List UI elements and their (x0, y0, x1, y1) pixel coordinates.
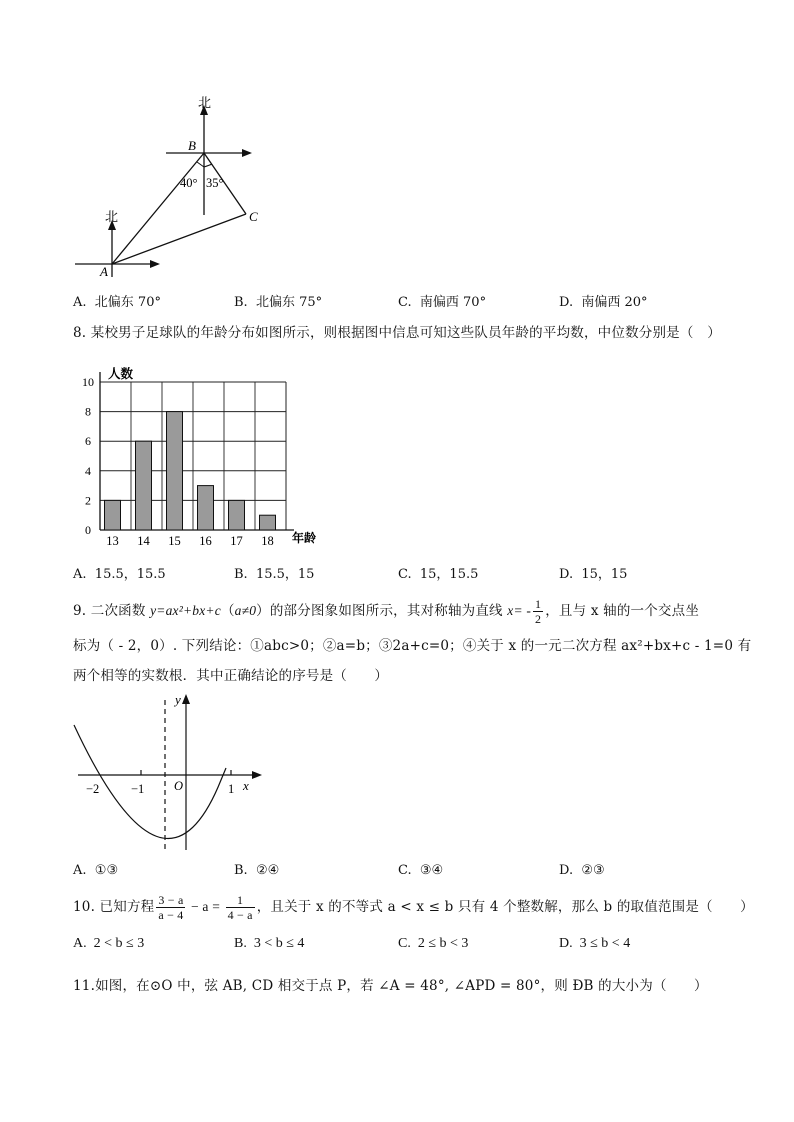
q10-option-c[interactable] (398, 936, 468, 952)
option-letter: A. (73, 863, 87, 878)
tick-label-1: 1 (228, 782, 235, 796)
option-letter: C. (398, 295, 412, 310)
bar (136, 441, 152, 530)
option-text: 南偏西 70° (419, 295, 487, 310)
x-tick-label: 15 (168, 534, 181, 548)
option-letter: A. (73, 936, 87, 951)
q9-text: ，且与 x 轴的一个交点坐 (545, 603, 700, 619)
y-tick-label: 10 (82, 375, 94, 389)
option-letter: B. (234, 936, 247, 951)
option-letter: D. (559, 567, 574, 582)
angle-40-label: 40° (180, 176, 198, 190)
q7-option-c[interactable] (398, 291, 486, 310)
option-text: 2 ≤ b < 3 (417, 936, 469, 951)
angle-arc-right (204, 164, 212, 167)
q10-text: − a = (187, 899, 224, 914)
x-tick-label: 18 (261, 534, 274, 548)
bar (198, 486, 214, 530)
option-text: 3 ≤ b < 4 (579, 936, 631, 951)
x-tick-label: 14 (137, 534, 150, 548)
option-letter: B. (234, 295, 248, 310)
q7-option-b[interactable] (234, 291, 322, 310)
x-tick-label: 17 (230, 534, 243, 548)
a-east-arrowhead (150, 260, 160, 268)
y-tick-label: 0 (85, 523, 91, 537)
q8-option-b[interactable] (234, 563, 314, 582)
q9-half-fraction (533, 597, 543, 626)
q10-fraction-2 (226, 893, 255, 922)
q8-option-a[interactable] (73, 563, 166, 582)
option-text: 北偏东 75° (255, 295, 323, 310)
point-c-label: C (249, 209, 258, 224)
fraction-denominator: a − 4 (158, 908, 184, 922)
q9-option-c[interactable] (398, 863, 443, 878)
q11-stem: 11.如图，在⊙O 中，弦 AB, CD 相交于点 P，若 ∠A = 48°, ∠APD = 80°，则 ÐB 的大小为（ ） (73, 978, 708, 994)
q9-stem-line3: 两个相等的实数根．其中正确结论的序号是（ ） (73, 668, 389, 684)
bar (260, 515, 276, 530)
option-letter: C. (398, 863, 412, 878)
option-text: 南偏西 20° (581, 295, 648, 310)
option-letter: C. (398, 936, 411, 951)
option-letter: B. (234, 863, 248, 878)
q10-stem (73, 893, 754, 922)
q8-age-bar-chart (78, 362, 340, 550)
option-letter: D. (559, 295, 574, 310)
option-letter: A. (73, 295, 87, 310)
q10-fraction-1 (156, 893, 185, 922)
q9-option-a[interactable] (73, 863, 118, 878)
q9-stem-line2: 标为（ - 2，0）. 下列结论：①abc>0；②a=b；③2a+c=0；④关于 x 的一元二次方程 ax²+bx+c - 1=0 有 (73, 638, 752, 654)
q8-option-c[interactable] (398, 563, 478, 582)
option-letter: D. (559, 936, 573, 951)
option-text: 3 < b ≤ 4 (253, 936, 305, 951)
x-tick-label: 13 (106, 534, 119, 548)
y-tick-label: 2 (85, 493, 91, 508)
x-axis-label: x (243, 778, 249, 793)
y-axis-label: y (175, 692, 181, 707)
x-axis-arrowhead (252, 771, 262, 779)
option-text: ①③ (94, 863, 119, 878)
fraction-numerator: 1 (226, 893, 255, 908)
q9-text: ）的部分图象如图所示，其对称轴为直线 (256, 603, 508, 619)
y-axis-title: 人数 (108, 367, 134, 381)
y-tick-label: 4 (85, 463, 91, 478)
q9-parabola-graph (70, 690, 270, 855)
option-letter: A. (73, 567, 87, 582)
q9-text: 9. 二次函数 (73, 603, 151, 619)
q9-text: （ (220, 603, 235, 619)
y-axis-arrowhead (182, 694, 190, 704)
option-text: ③④ (419, 863, 444, 878)
point-a-label: A (100, 264, 108, 279)
a-north-label: 北 (105, 209, 119, 224)
bar (105, 500, 121, 530)
q8-option-d[interactable] (559, 563, 627, 582)
bar (167, 412, 183, 530)
tick-label-m2: −2 (86, 782, 100, 796)
y-tick-label: 6 (85, 434, 91, 449)
q8-stem: 8. 某校男子足球队的年龄分布如图所示，则根据图中信息可知这些队员年龄的平均数，中位数分别是（ ） (73, 325, 721, 341)
option-text: ②③ (581, 863, 605, 878)
q9-axis-equation: x= - (507, 603, 532, 618)
q9-stem-line1 (73, 597, 699, 626)
q9-function: y=ax²+bx+c (150, 603, 221, 618)
fraction-denominator: 2 (535, 612, 542, 626)
q7-bearing-diagram (70, 95, 270, 280)
q9-option-b[interactable] (234, 863, 279, 878)
option-text: 15.5，15 (255, 567, 315, 582)
bar (229, 500, 245, 530)
q10-text: ，且关于 x 的不等式 a < x ≤ b 只有 4 个整数解，那么 b 的取值范围是（ ） (256, 899, 754, 915)
angle-35-label: 35° (206, 176, 224, 190)
angle-arc-left (197, 162, 204, 167)
fraction-denominator: 4 − a (227, 908, 253, 922)
tick-label-m1: −1 (131, 782, 145, 796)
q7-option-a[interactable] (73, 291, 161, 310)
b-east-arrowhead (242, 149, 252, 157)
option-text: 15.5，15.5 (94, 567, 166, 582)
point-b-label: B (188, 138, 196, 153)
q9-option-d[interactable] (559, 863, 605, 878)
x-tick-label: 16 (199, 534, 212, 548)
b-north-label: 北 (198, 95, 212, 110)
q10-option-b[interactable] (234, 936, 304, 952)
option-letter: D. (559, 863, 574, 878)
option-letter: C. (398, 567, 412, 582)
option-text: 15，15 (581, 567, 628, 582)
fraction-numerator: 1 (535, 597, 542, 611)
x-axis-title: 年龄 (292, 531, 317, 545)
q10-option-a[interactable] (73, 936, 144, 952)
option-text: 北偏东 70° (94, 295, 161, 310)
y-tick-label: 8 (85, 404, 91, 419)
option-text: 2 < b ≤ 3 (93, 936, 145, 951)
origin-label: O (174, 779, 184, 793)
q10-option-d[interactable] (559, 936, 630, 952)
q7-option-d[interactable] (559, 291, 648, 310)
q9-condition: a≠0 (234, 603, 257, 618)
q10-text: 10. 已知方程 (73, 899, 155, 915)
fraction-numerator: 3 − a (158, 893, 184, 907)
option-text: ②④ (255, 863, 280, 878)
option-letter: B. (234, 567, 248, 582)
option-text: 15，15.5 (419, 567, 479, 582)
